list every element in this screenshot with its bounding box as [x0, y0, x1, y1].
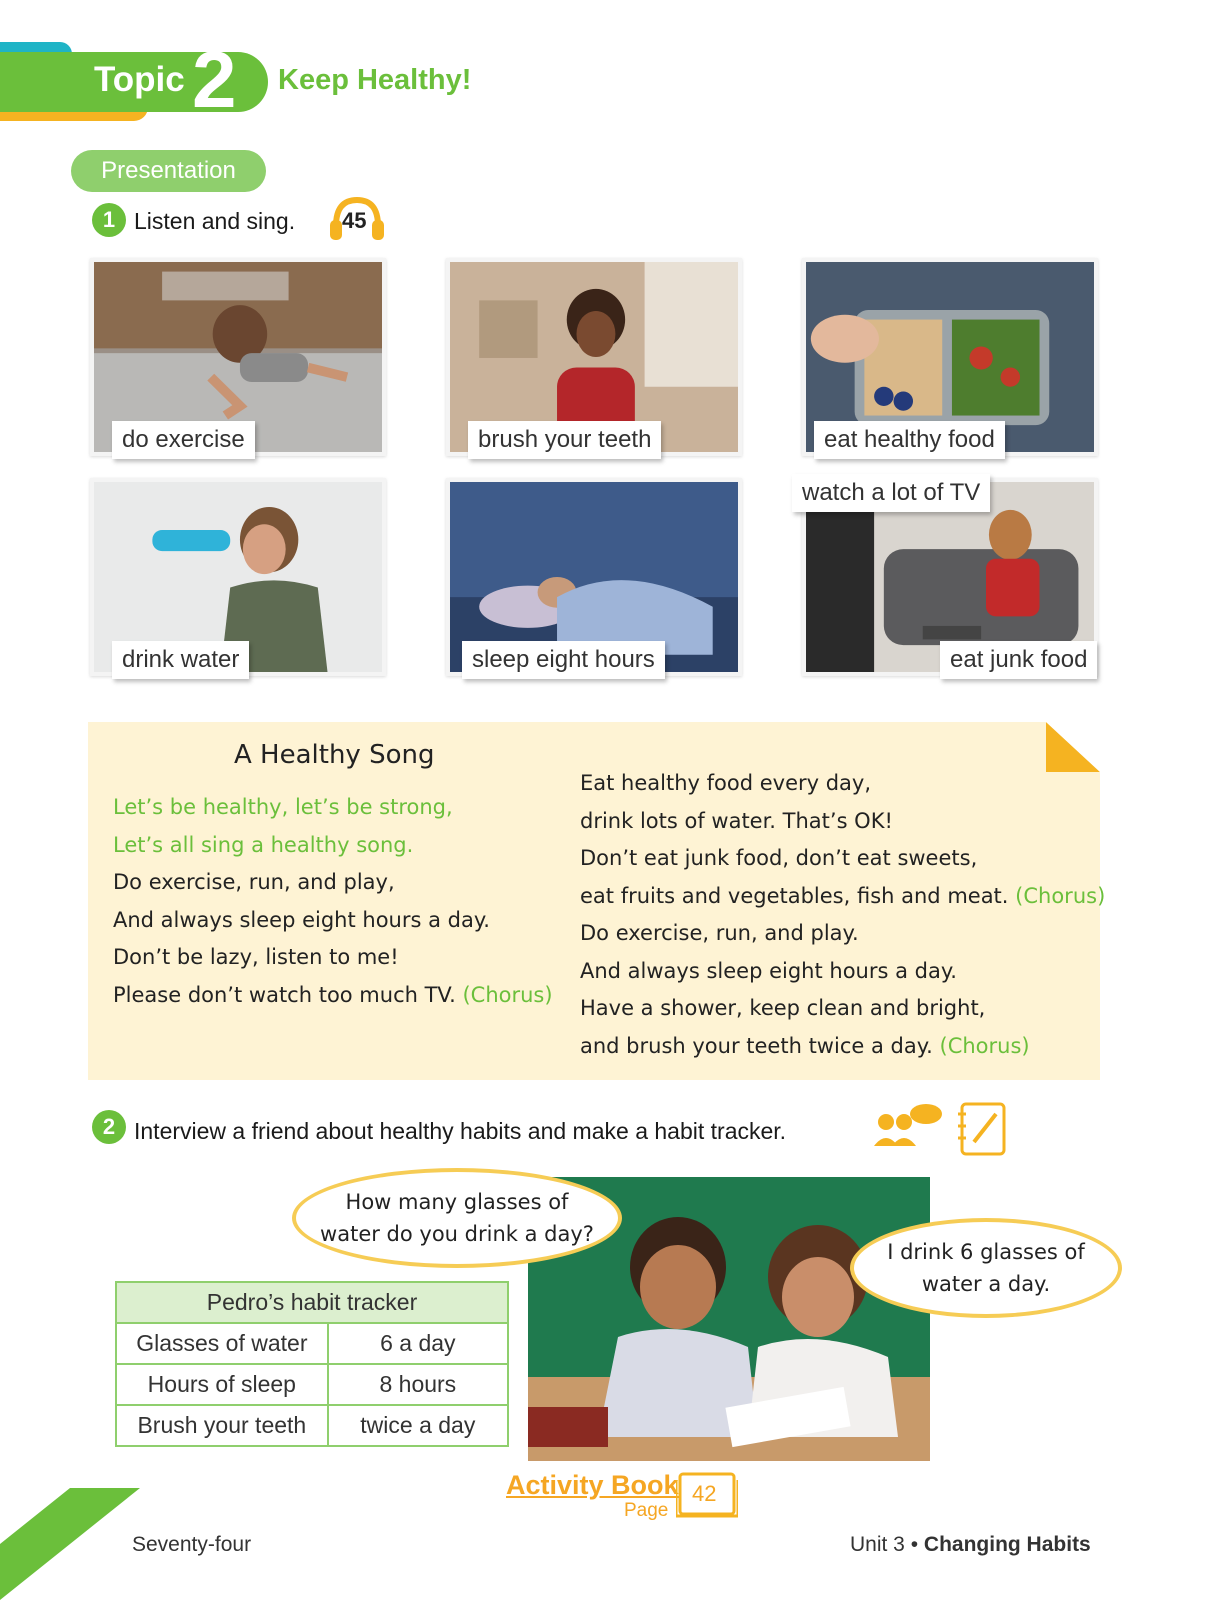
page-number-corner [0, 1488, 140, 1600]
question-speech-bubble [292, 1168, 622, 1268]
tracker-value: 8 hours [328, 1364, 508, 1405]
song-line-text: eat fruits and vegetables, fish and meat. [580, 883, 1009, 908]
photo-label: watch a lot of TV [792, 474, 990, 512]
song-chorus-line: Let’s all sing a healthy song. [113, 832, 414, 857]
song-line: Do exercise, run, and play, [113, 870, 395, 894]
photo-label: sleep eight hours [462, 641, 665, 679]
song-line [580, 1028, 1105, 1066]
tracker-value: 6 a day [328, 1323, 508, 1364]
song-line [580, 878, 1105, 916]
topic-label: Topic [94, 60, 185, 99]
activity-book-page-number: 42 [692, 1481, 717, 1506]
song-line-text: and brush your teeth twice a day. [580, 1033, 933, 1058]
task-number-1: 1 [92, 203, 126, 237]
bubble-line: How many glasses of [345, 1190, 569, 1214]
song-line: And always sleep eight hours a day. [580, 958, 957, 983]
photo-label: eat junk food [940, 641, 1097, 679]
page-number-words: Seventy-four [132, 1533, 252, 1556]
photo-label: drink water [112, 641, 249, 679]
song-verse-right [580, 765, 1105, 1065]
song-line: Don’t be lazy, listen to me! [113, 945, 399, 969]
song-chorus-line: Let’s be healthy, let’s be strong, [113, 795, 453, 819]
page-title: Keep Healthy! [278, 64, 472, 96]
task2-instruction: Interview a friend about healthy habits and make a habit tracker. [134, 1118, 787, 1144]
table-row [116, 1405, 508, 1446]
song-line: drink lots of water. That’s OK! [580, 808, 893, 833]
answer-speech-bubble [850, 1218, 1122, 1318]
song-title: A Healthy Song [234, 740, 435, 770]
audio-track-number: 45 [342, 208, 367, 233]
photo-label: eat healthy food [814, 421, 1005, 459]
song-line: Eat healthy food every day, [580, 771, 872, 795]
song-line: Don’t eat junk food, don’t eat sweets, [580, 846, 978, 870]
unit-title: Changing Habits [923, 1533, 1091, 1556]
unit-label: Unit 3 [850, 1533, 905, 1556]
activity-book-page-label: Page [624, 1500, 669, 1521]
open-book-icon[interactable] [676, 1470, 738, 1520]
tracker-habit: Hours of sleep [116, 1364, 328, 1405]
chorus-tag: (Chorus) [939, 1033, 1030, 1058]
bubble-line: water do you drink a day? [320, 1222, 594, 1246]
table-row [116, 1364, 508, 1405]
song-line-text: Please don’t watch too much TV. [113, 982, 456, 1007]
bubble-line: I drink 6 glasses of [887, 1240, 1085, 1264]
chorus-tag: (Chorus) [1015, 883, 1106, 908]
table-row [116, 1323, 508, 1364]
song-verse-left [113, 789, 553, 1014]
song-line [113, 977, 553, 1015]
song-line: And always sleep eight hours a day. [113, 907, 490, 932]
bubble-line: water a day. [921, 1272, 1051, 1296]
chorus-tag: (Chorus) [462, 982, 553, 1007]
photo-label: brush your teeth [468, 421, 661, 459]
photo-label: do exercise [112, 421, 255, 459]
task1-instruction: Listen and sing. [134, 208, 296, 234]
tracker-title: Pedro’s habit tracker [116, 1282, 508, 1323]
tracker-habit: Glasses of water [116, 1323, 328, 1364]
headphones-audio-icon[interactable] [328, 196, 386, 242]
tracker-habit: Brush your teeth [116, 1405, 328, 1446]
notebook-pencil-icon [956, 1100, 1008, 1158]
song-line: Do exercise, run, and play. [580, 921, 859, 945]
section-label: Presentation [71, 150, 266, 192]
task-number-2: 2 [92, 1110, 126, 1144]
song-line: Have a shower, keep clean and bright, [580, 996, 986, 1020]
footer-bullet: • [910, 1533, 919, 1556]
habit-tracker-table [115, 1281, 509, 1447]
activity-book-link[interactable]: Activity Book [506, 1470, 679, 1500]
tracker-value: twice a day [328, 1405, 508, 1446]
unit-footer [850, 1533, 1091, 1557]
topic-number: 2 [192, 35, 237, 124]
pair-work-icon [872, 1102, 944, 1148]
page-number: 74 [78, 1533, 103, 1558]
